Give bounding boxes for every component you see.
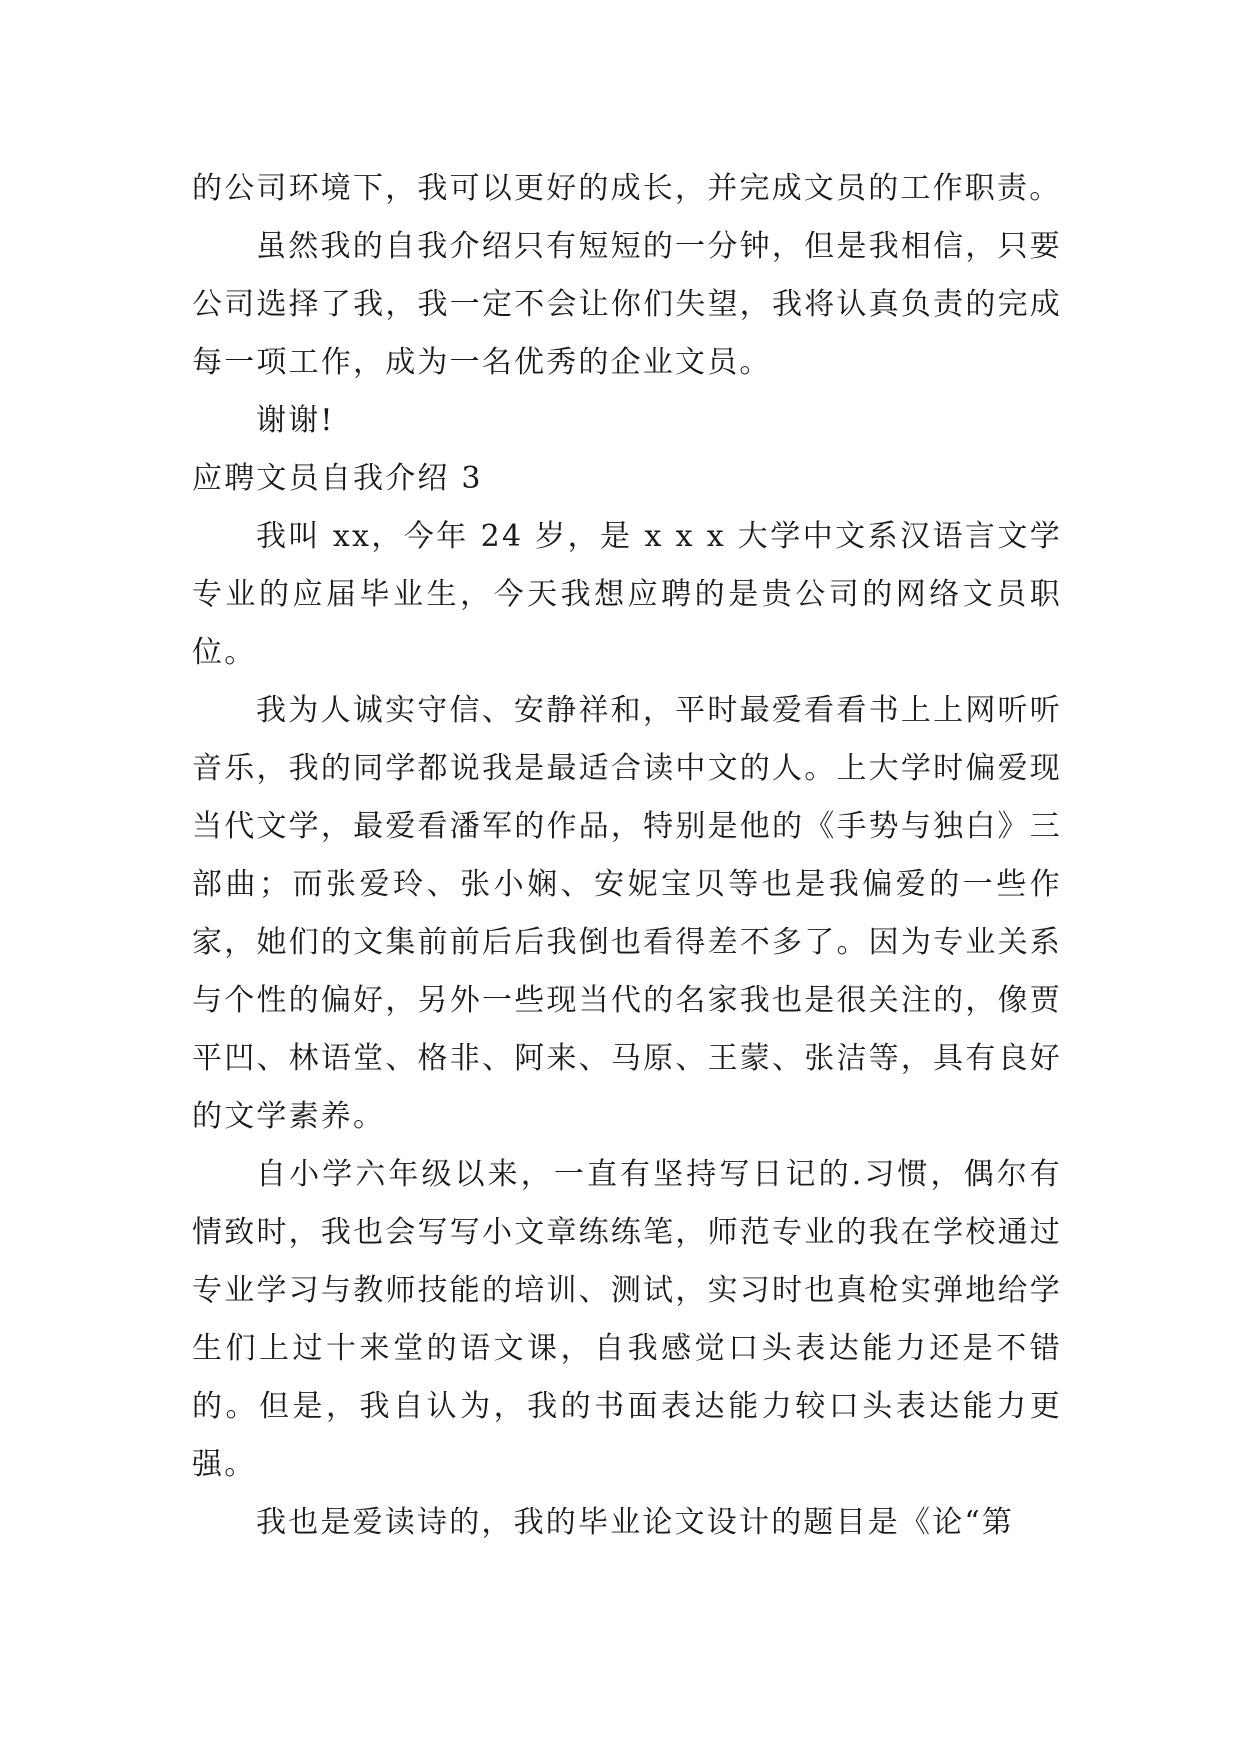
paragraph-intro: 我叫 xx，今年 24 岁，是 x x x 大学中文系汉语言文学专业的应届毕业生，今天我想应聘的是贵公司的网络文员职位。 [192,519,1062,670]
section-heading: 应聘文员自我介绍 3 [192,461,483,496]
paragraph-poetry: 我也是爱读诗的，我的毕业论文设计的题目是《论“第 [256,1505,1015,1540]
document-body [192,160,1062,1552]
paragraph-thanks: 谢谢! [256,403,335,438]
paragraph-skills: 自小学六年级以来，一直有坚持写日记的.习惯，偶尔有情致时，我也会写写小文章练练笔，师范专业的我在学校通过专业学习与教师技能的培训、测试，实习时也真枪实弹地给学生们上过十来堂的语文课，自我感觉口头表达能力还是不错的。但是，我自认为，我的书面表达能力较口头表达能力更强。 [192,1157,1062,1482]
paragraph-personality: 我为人诚实守信、安静祥和，平时最爱看看书上上网听听音乐，我的同学都说我是最适合读中文的人。上大学时偏爱现当代文学，最爱看潘军的作品，特别是他的《手势与独白》三部曲；而张爱玲、张小娴、安妮宝贝等也是我偏爱的一些作家，她们的文集前前后后我倒也看得差不多了。因为专业关系与个性的偏好，另外一些现当代的名家我也是很关注的，像贾平凹、林语堂、格非、阿来、马原、王蒙、张洁等，具有良好的文学素养。 [192,693,1062,1134]
paragraph-continuation: 的公司环境下，我可以更好的成长，并完成文员的工作职责。 [192,171,1062,206]
paragraph-closing: 虽然我的自我介绍只有短短的一分钟，但是我相信，只要公司选择了我，我一定不会让你们失望，我将认真负责的完成每一项工作，成为一名优秀的企业文员。 [192,229,1062,380]
